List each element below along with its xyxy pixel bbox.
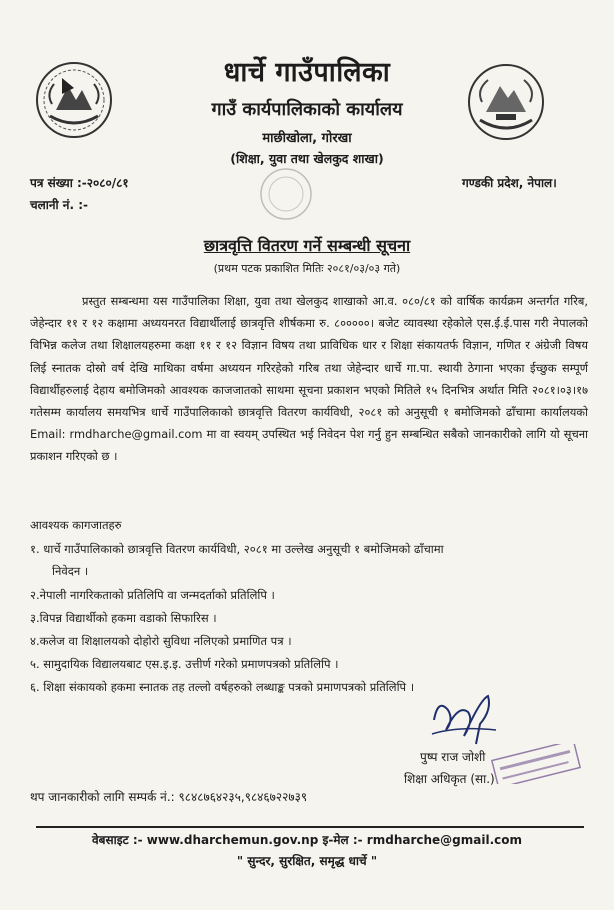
office-branch: (शिक्षा, युवा तथा खेलकुद शाखा): [230, 151, 384, 166]
signatory-title: शिक्षा अधिकृत (सा.): [404, 772, 495, 786]
office-stamp-faint: [258, 166, 314, 222]
requirement-item: १. धार्चे गाउँपालिकाको छात्रवृत्ति वितरण कार्यविधी, २०८१ मा उल्लेख अनुसूची १ बमोजिमको ढाँचामा निवेदन ।: [30, 542, 444, 578]
office-address: माछीखोला, गोरखा: [262, 131, 352, 146]
footer-slogan: " सुन्दर, सुरक्षित, समृद्ध धार्चे ": [236, 854, 378, 868]
contact-numbers: थप जानकारीको लागि सम्पर्क नं.: ९८४८७६४२३५,९८४६७२२७३९: [30, 790, 308, 804]
officer-stamp: [488, 744, 584, 784]
letter-number: पत्र संख्या :-२०८०/८१: [30, 176, 129, 190]
requirement-item: ६. शिक्षा संकायको हकमा स्नातक तह तल्लो वर्षहरुको लब्धाङ्क पत्रको प्रमाणपत्रको प्रतिलिपि ।: [30, 680, 415, 694]
dispatch-number: चलानी नं. :-: [30, 198, 88, 212]
signatory-name: पुष्प राज जोशी: [420, 750, 486, 764]
requirement-item: ५. सामुदायिक विद्यालयबाट एस.इ.इ. उत्तीर्ण गरेको प्रमाणपत्रको प्रतिलिपि ।: [30, 657, 339, 671]
office-name: गाउँ कार्यपालिकाको कार्यालय: [211, 99, 403, 120]
notice-body: प्रस्तुत सम्बन्धमा यस गाउँपालिका शिक्षा, युवा तथा खेलकुद शाखाको आ.व. ०८०/८१ को वार्षिक कार्यक्रम अन्तर्गत गरिब, जेहेन्दार ११ र १२ कक्षामा अध्ययनरत विद्यार्थीलाई छात्रवृत्ति शीर्षकमा रु. ८०००००। बजेट व्यावस्था रहेकोले एस.ई.ई.पास गरी नेपालको विभिन्न कलेज तथा शिक्षालयहरुमा कक्षा ११ र १२ विज्ञान विषय तथा प्राविधिक धार र शिक्षा संकायतर्फ विज्ञान, गणित र अंग्रेजी विषय लिई स्नातक दोस्रो वर्ष देखि माथिका वर्षमा अध्ययन गरिरहेको गरिब तथा जेहेन्दार धार्चे गा.पा. स्थायी ठेगाना भएका ईच्छुक सम्पूर्ण विद्यार्थीहरुलाई देहाय बमोजिमको आवश्यक काजजातको साथमा सूचना प्रकाशन भएको मितिले १५ दिनभित्र अर्थात मिति २०८१।०३।१७ गतेसम्म कार्यालय समयभित्र धार्चे गाउँपालिकाको छात्रवृत्ति वितरण कार्यविधी, २०८१ को अनुसूची १ बमोजिमको ढाँचामा कार्यालयको Email: rmdharche@gmail.com मा वा स्वयम् उपस्थित भई निवेदन पेश गर्नु हुन सम्बन्धित सबैको जानकारीको लागि यो सूचना प्रकाशन गरिएको छ ।: [30, 294, 588, 464]
municipality-name: धार्चे गाउँपालिका: [223, 57, 391, 88]
requirement-item: ४.कलेज वा शिक्षालयको दोहोरो सुविधा नलिएको प्रमाणित पत्र ।: [30, 634, 292, 648]
province-label: गण्डकी प्रदेश, नेपाल।: [462, 176, 557, 190]
requirement-item: ३.विपन्न विद्यार्थीको हकमा वडाको सिफारिस ।: [30, 611, 217, 625]
publication-date: (प्रथम पटक प्रकाशित मितिः २०८१/०३/०३ गते): [213, 262, 401, 275]
requirements-list: [30, 538, 590, 699]
requirement-item: २.नेपाली नागरिकताको प्रतिलिपि वा जन्मदर्ताको प्रतिलिपि ।: [30, 588, 275, 602]
footer-website-email: वेबसाइट :- www.dharchemun.gov.np इ-मेल :- rmdharche@gmail.com: [91, 833, 523, 847]
handwritten-signature: [428, 690, 500, 748]
requirements-heading: आवश्यक कागजातहरु: [30, 518, 122, 532]
notice-title: छात्रवृत्ति वितरण गर्ने सम्बन्धी सूचना: [203, 236, 411, 255]
footer-divider: [36, 826, 584, 828]
